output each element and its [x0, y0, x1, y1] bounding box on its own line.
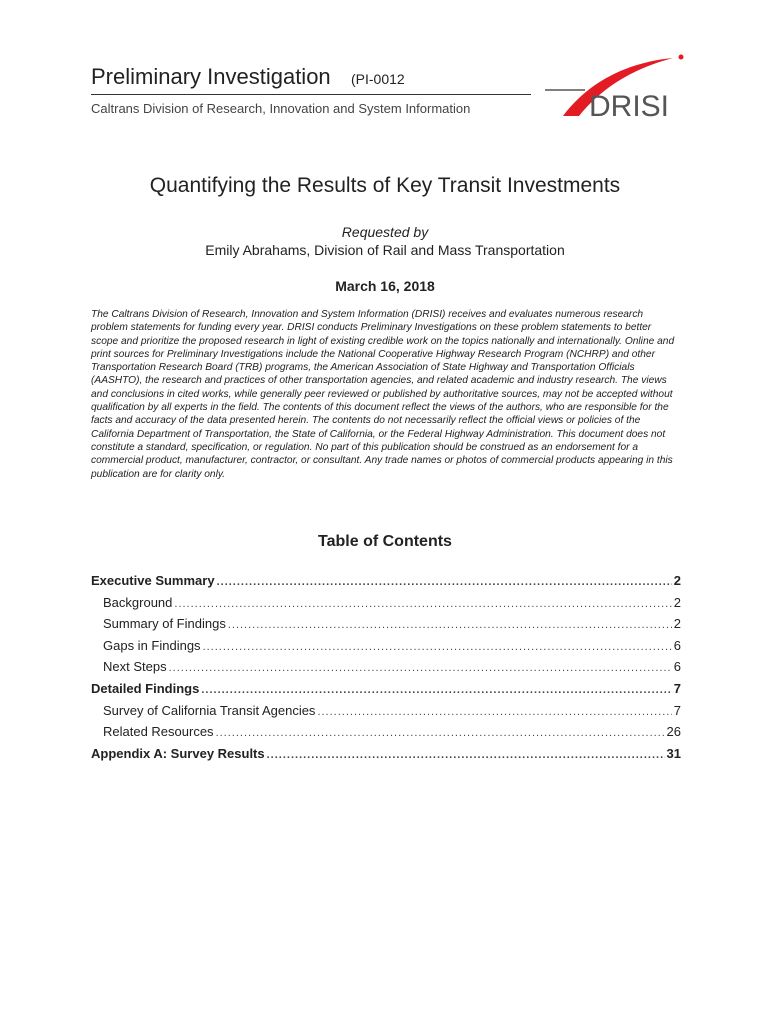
document-id: (PI-0012 — [351, 71, 405, 87]
toc-entry-label: Background — [103, 594, 173, 610]
toc-leader-dots — [201, 684, 671, 696]
document-type: Preliminary Investigation — [91, 64, 331, 89]
toc-entry-summary-of-findings[interactable] — [91, 616, 681, 638]
toc-entry-page: 6 — [673, 637, 681, 653]
toc-entry-page: 2 — [673, 594, 681, 610]
toc-entry-label: Executive Summary — [91, 573, 215, 588]
drisi-logo-graphic — [545, 50, 685, 120]
requested-by-label: Requested by — [341, 224, 429, 240]
toc-entry-page: 2 — [673, 616, 681, 632]
toc-entry-next-steps[interactable] — [91, 659, 681, 681]
document-title: Quantifying the Results of Key Transit Investments — [149, 174, 621, 197]
toc-leader-dots — [203, 641, 672, 653]
requester-name: Emily Abrahams, Division of Rail and Mass Transportation — [205, 242, 565, 258]
toc-entry-page: 2 — [673, 573, 681, 588]
disclaimer-paragraph: The Caltrans Division of Research, Innovation and System Information (DRISI) receives and evaluates numerous research problem statements for funding every year. DRISI conducts Preliminary Investigations on these problem statements to better scope and prioritize the proposed research in light of existing credible work on the topics nationally and internationally. Online and print sources for Preliminary Investigations include the National Cooperative Highway Research Program (NCHRP) and other Transportation Research Board (TRB) programs, the American Association of State Highway and Transportation Officials (AASHTO), the research and practices of other transportation agencies, and related academic and industry research. The views and conclusions in cited works, while generally peer reviewed or published by authoritative sources, may not be accepted without qualification by all experts in the field. The contents of this document reflect the views of the authors, who are responsible for the facts and accuracy of the data presented herein. The contents do not necessarily reflect the official views or policies of the California Department of Transportation, the State of California, or the Federal Highway Administration. This document does not constitute a standard, specification, or regulation. No part of this publication should be construed as an endorsement for a commercial product, manufacturer, contractor, or consultant. Any trade names or photos of commercial products appearing in this publication are for clarity only. — [91, 309, 675, 480]
toc-entry-label: Detailed Findings — [91, 680, 200, 696]
toc-entry-detailed-findings[interactable] — [91, 681, 681, 703]
toc-entry-gaps-in-findings[interactable] — [91, 638, 681, 660]
toc-leader-dots — [228, 619, 672, 631]
toc-entry-label: Next Steps — [103, 659, 167, 675]
toc-heading: Table of Contents — [318, 533, 452, 550]
toc-leader-dots — [217, 576, 672, 588]
toc-entry-label: Survey of California Transit Agencies — [103, 702, 316, 718]
toc-entry-page: 7 — [673, 702, 681, 718]
toc-entry-appendix-a[interactable] — [91, 746, 681, 768]
logo-dot — [679, 55, 684, 60]
toc-entry-label: Gaps in Findings — [103, 637, 201, 653]
drisi-logo — [545, 50, 685, 120]
toc-entry-label: Related Resources — [103, 724, 214, 740]
toc-entry-label: Summary of Findings — [103, 616, 226, 632]
toc-entry-page: 31 — [666, 745, 681, 761]
document-date: March 16, 2018 — [335, 278, 435, 294]
toc-leader-dots — [267, 749, 665, 761]
toc-entry-page: 7 — [673, 680, 681, 696]
toc-entry-page: 6 — [673, 659, 681, 675]
toc-entry-page: 26 — [666, 724, 681, 740]
toc-leader-dots — [216, 727, 665, 739]
toc-entry-related-resources[interactable] — [91, 724, 681, 746]
toc-entry-survey-of-california-transit-agencies[interactable] — [91, 703, 681, 725]
toc-leader-dots — [317, 706, 671, 718]
toc-entry-label: Appendix A: Survey Results — [91, 745, 265, 761]
division-name: Caltrans Division of Research, Innovation and System Information — [91, 101, 471, 116]
toc-entry-executive-summary[interactable] — [91, 573, 681, 595]
toc-leader-dots — [174, 598, 671, 610]
table-of-contents — [91, 573, 681, 767]
logo-text: DRISI — [589, 90, 670, 120]
toc-entry-background[interactable] — [91, 595, 681, 617]
toc-leader-dots — [169, 662, 672, 674]
document-header — [91, 64, 531, 95]
